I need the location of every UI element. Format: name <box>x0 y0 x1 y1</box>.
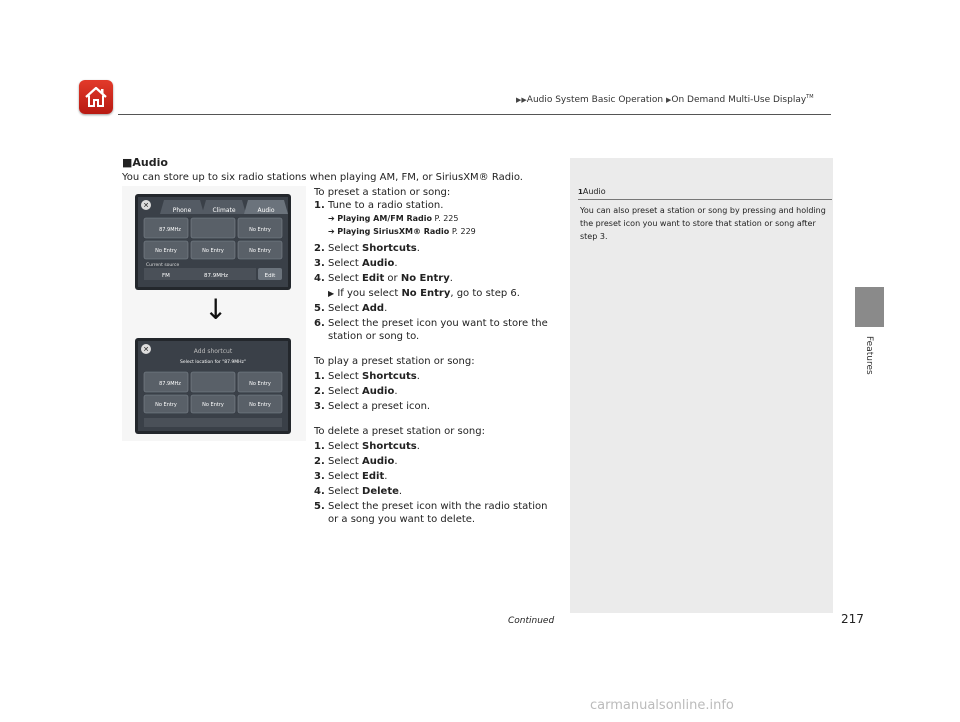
step-item: 3. Select Audio. <box>314 258 398 269</box>
note-title: 1Audio <box>578 187 606 196</box>
preset-button: 87.9MHz <box>159 227 181 233</box>
band-label: FM <box>162 273 170 279</box>
step-item: 3. Select a preset icon. <box>314 401 431 412</box>
preset-button: No Entry <box>202 402 224 408</box>
preset-button: No Entry <box>155 248 177 254</box>
trademark: TM <box>806 94 814 100</box>
svg-text:✕: ✕ <box>143 345 149 354</box>
watermark: carmanualsonline.info <box>590 698 734 713</box>
reference-arrow-icon: ➔ <box>328 214 335 223</box>
note-marker-icon: 1 <box>578 188 583 196</box>
step-item: 1. Select Shortcuts. <box>314 371 420 382</box>
step-item: 1. Tune to a radio station. <box>314 200 444 211</box>
page-number: 217 <box>841 612 864 626</box>
cross-reference[interactable]: ➔ Playing AM/FM Radio P. 225 <box>328 214 459 223</box>
section-tab[interactable] <box>855 287 884 327</box>
note-rule <box>578 199 832 200</box>
delete-heading: To delete a preset station or song: <box>314 426 485 437</box>
step-item: 1. Select Shortcuts. <box>314 441 420 452</box>
arrow-down-icon: ↓ <box>204 293 228 326</box>
home-icon <box>79 80 113 114</box>
reference-arrow-icon: ➔ <box>328 227 335 236</box>
play-heading: To play a preset station or song: <box>314 356 475 367</box>
step-item: 5. Select the preset icon with the radio station or a song you want to delete. <box>314 501 548 525</box>
header-rule <box>118 114 831 115</box>
steps-column <box>314 186 564 526</box>
step-item: 4. Select Edit or No Entry. <box>314 273 453 284</box>
step-item: 2. Select Shortcuts. <box>314 243 420 254</box>
step-item: 5. Select Add. <box>314 303 388 314</box>
tab-audio: Audio <box>257 207 275 214</box>
intro-text: You can store up to six radio stations when playing AM, FM, or SiriusXM® Radio. <box>122 172 523 183</box>
dialog-subtitle: Select location for "87.9MHz" <box>179 360 247 365</box>
continued-label: Continued <box>508 616 555 626</box>
preset-button: No Entry <box>249 227 271 233</box>
step-item: 6. Select the preset icon you want to store the station or song to. <box>314 318 548 342</box>
cross-reference[interactable]: ➔ Playing SiriusXM® Radio P. 229 <box>328 227 476 236</box>
breadcrumb-item[interactable]: Audio System Basic Operation <box>526 95 664 105</box>
section-heading: ■Audio <box>122 156 168 169</box>
breadcrumb <box>516 94 814 105</box>
preset-heading: To preset a station or song: <box>314 187 451 198</box>
svg-text:✕: ✕ <box>143 201 149 210</box>
preset-button: No Entry <box>155 402 177 408</box>
preset-button: No Entry <box>249 402 271 408</box>
step-subitem: ▶ If you select No Entry, go to step 6. <box>328 288 520 299</box>
triangle-right-icon: ▶ <box>328 289 335 298</box>
frequency-label: 87.9MHz <box>204 273 229 279</box>
triangle-right-icon: ▶▶ <box>516 96 527 104</box>
preset-button: No Entry <box>249 381 271 387</box>
tab-climate: Climate <box>212 207 236 214</box>
home-button[interactable] <box>79 80 113 114</box>
breadcrumb-item[interactable]: On Demand Multi-Use Display <box>671 95 807 105</box>
square-bullet-icon: ■ <box>122 156 133 169</box>
step-item: 3. Select Edit. <box>314 471 388 482</box>
dialog-title: Add shortcut <box>193 348 233 355</box>
step-item: 2. Select Audio. <box>314 456 398 467</box>
preset-button: No Entry <box>249 248 271 254</box>
preset-button: 87.9MHz <box>159 381 181 387</box>
current-source-label: Current source <box>146 263 180 268</box>
section-tab-label: Features <box>864 336 874 375</box>
note-body: You can also preset a station or song by pressing and holding the preset icon you want to store that station or song after step 3. <box>580 206 826 241</box>
triangle-right-icon: ▶ <box>666 96 672 104</box>
step-item: 2. Select Audio. <box>314 386 398 397</box>
preset-button: No Entry <box>202 248 224 254</box>
edit-button: Edit <box>264 273 276 279</box>
tab-phone: Phone <box>172 207 192 214</box>
step-item: 4. Select Delete. <box>314 486 403 497</box>
